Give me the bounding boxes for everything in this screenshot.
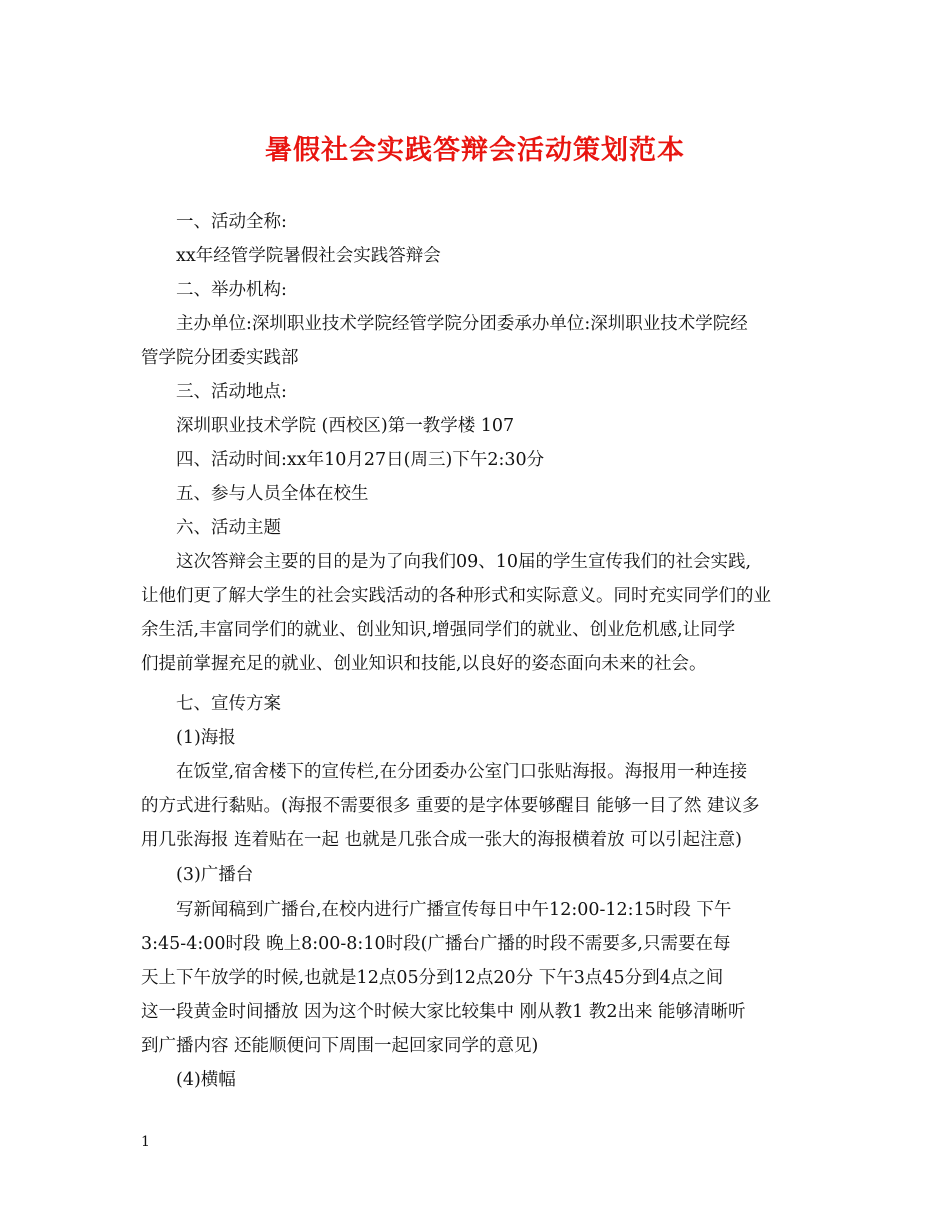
paragraph-line: 余生活,丰富同学们的就业、创业知识,增强同学们的就业、创业危机感,让同学 [141, 620, 736, 640]
paragraph-line: 深圳职业技术学院 (西校区)第一教学楼 107 [176, 416, 515, 436]
paragraph-line: 写新闻稿到广播台,在校内进行广播宣传每日中午12:00-12:15时段 下午 [176, 900, 732, 920]
paragraph-line: 管学院分团委实践部 [141, 348, 299, 368]
paragraph-line: 们提前掌握充足的就业、创业知识和技能,以良好的姿态面向未来的社会。 [141, 654, 707, 674]
section-heading-theme: 六、活动主题 [176, 518, 281, 538]
section-heading-activity-name: 一、活动全称: [176, 212, 287, 232]
paragraph-line: 在饭堂,宿舍楼下的宣传栏,在分团委办公室门口张贴海报。海报用一种连接 [176, 762, 748, 782]
subsection-heading-broadcast: (3)广播台 [176, 865, 254, 885]
paragraph-line: 用几张海报 连着贴在一起 也就是几张合成一张大的海报横着放 可以引起注意) [141, 830, 743, 850]
paragraph-line: 3:45-4:00时段 晚上8:00-8:10时段(广播台广播的时段不需要多,只需要在每 [141, 934, 731, 954]
paragraph-line: 天上下午放学的时候,也就是12点05分到12点20分 下午3点45分到4点之间 [141, 968, 724, 988]
paragraph-line: xx年经管学院暑假社会实践答辩会 [176, 246, 441, 266]
page-title: 暑假社会实践答辩会活动策划范本 [265, 135, 685, 166]
section-heading-publicity: 七、宣传方案 [176, 694, 281, 714]
section-heading-time: 四、活动时间:xx年10月27日(周三)下午2:30分 [176, 450, 545, 470]
paragraph-line: 到广播内容 还能顺便问下周围一起回家同学的意见) [141, 1036, 539, 1056]
subsection-heading-poster: (1)海报 [176, 728, 236, 748]
page-number: 1 [141, 1134, 150, 1150]
paragraph-line: 这次答辩会主要的目的是为了向我们09、10届的学生宣传我们的社会实践, [176, 552, 752, 572]
subsection-heading-banner: (4)横幅 [176, 1070, 236, 1090]
section-heading-participants: 五、参与人员全体在校生 [176, 484, 369, 504]
section-heading-organizers: 二、举办机构: [176, 280, 287, 300]
section-heading-location: 三、活动地点: [176, 382, 287, 402]
paragraph-line: 的方式进行黏贴。(海报不需要很多 重要的是字体要够醒目 能够一目了然 建议多 [141, 796, 760, 816]
paragraph-line: 这一段黄金时间播放 因为这个时候大家比较集中 刚从教1 教2出来 能够清晰听 [141, 1002, 746, 1022]
paragraph-line: 让他们更了解大学生的社会实践活动的各种形式和实际意义。同时充实同学们的业 [141, 586, 771, 606]
paragraph-line: 主办单位:深圳职业技术学院经管学院分团委承办单位:深圳职业技术学院经 [176, 314, 748, 334]
